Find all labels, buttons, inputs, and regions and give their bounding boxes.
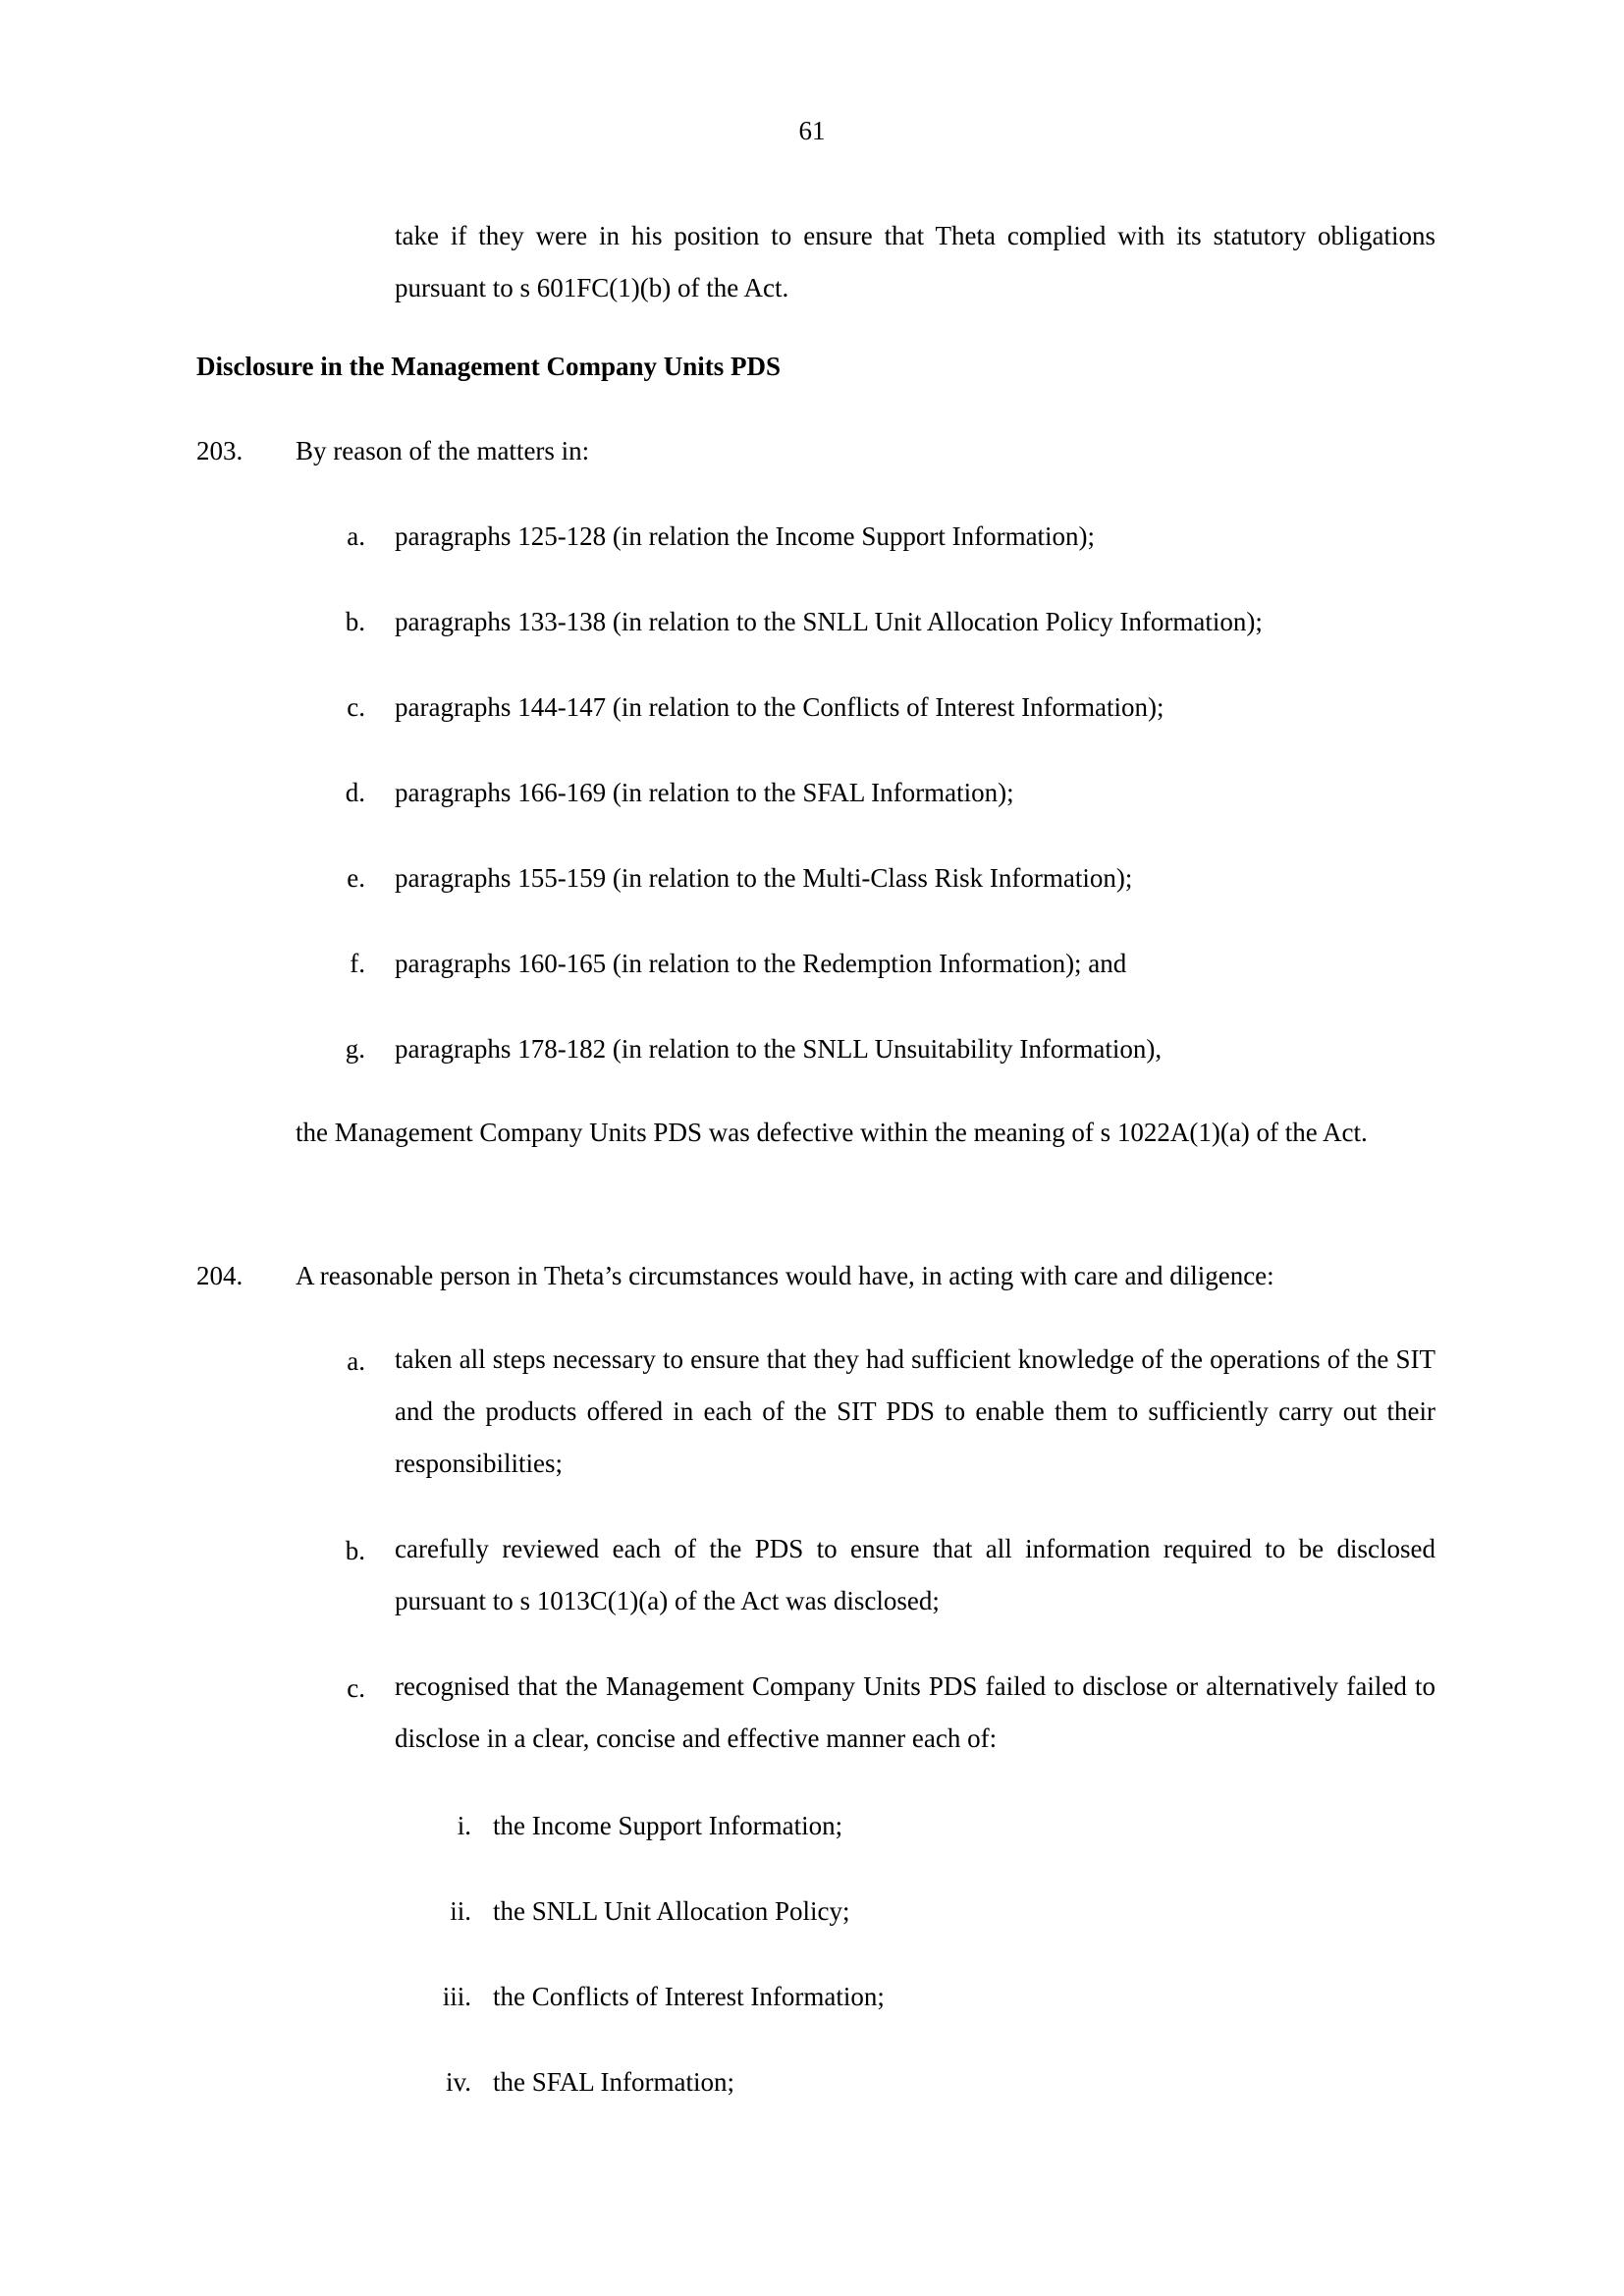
paragraph-203-conclusion: the Management Company Units PDS was defective within the meaning of s 1022A(1)(a) of the Act. bbox=[296, 1118, 1368, 1147]
list-item-marker: e. bbox=[347, 863, 365, 893]
sublist-item-marker: iii. bbox=[442, 1982, 471, 2011]
list-item-marker: a. bbox=[347, 521, 365, 551]
sublist-item-marker: iv. bbox=[446, 2067, 471, 2097]
list-item-marker: c. bbox=[347, 1673, 365, 1703]
sublist-item-text: the SNLL Unit Allocation Policy; bbox=[493, 1896, 850, 1926]
paragraph-number-203: 203. bbox=[196, 436, 244, 465]
list-item-text: paragraphs 155-159 (in relation to the Multi-Class Risk Information); bbox=[395, 863, 1133, 893]
section-heading: Disclosure in the Management Company Units PDS bbox=[196, 352, 782, 381]
list-item-text: paragraphs 133-138 (in relation to the SNLL Unit Allocation Policy Information); bbox=[395, 607, 1263, 636]
continuation-paragraph: take if they were in his position to ensure that Theta complied with its statutory obligations pursuant to s 601FC(1)(b) of the Act. bbox=[395, 221, 1435, 302]
list-item-text: carefully reviewed each of the PDS to ensure that all information required to be disclosed pursuant to s 1013C(1)(a) of the Act was disclosed; bbox=[395, 1534, 1435, 1615]
paragraph-203-intro: By reason of the matters in: bbox=[296, 436, 590, 465]
paragraph-number-204: 204. bbox=[196, 1261, 244, 1290]
paragraph-204-intro: A reasonable person in Theta’s circumstances would have, in acting with care and diligence: bbox=[296, 1261, 1274, 1290]
list-item-text: taken all steps necessary to ensure that they had sufficient knowledge of the operations of the SIT and the products offered in each of the SIT PDS to enable them to sufficiently carry out their responsibilities; bbox=[395, 1344, 1435, 1478]
list-item-marker: c. bbox=[347, 692, 365, 722]
sublist-item-text: the SFAL Information; bbox=[493, 2067, 734, 2097]
list-item-marker: b. bbox=[345, 607, 365, 636]
sublist-item-marker: i. bbox=[457, 1811, 471, 1840]
page-number: 61 bbox=[798, 116, 826, 145]
sublist-item-text: the Conflicts of Interest Information; bbox=[493, 1982, 885, 2011]
list-item-marker: d. bbox=[345, 778, 365, 807]
list-item-text: paragraphs 178-182 (in relation to the SNLL Unsuitability Information), bbox=[395, 1034, 1163, 1064]
sublist-item-marker: ii. bbox=[450, 1896, 471, 1926]
list-item-text: paragraphs 160-165 (in relation to the Redemption Information); and bbox=[395, 949, 1127, 978]
list-item-marker: b. bbox=[345, 1536, 365, 1565]
list-item-text: paragraphs 125-128 (in relation the Income Support Information); bbox=[395, 521, 1096, 551]
list-item-text: paragraphs 166-169 (in relation to the SFAL Information); bbox=[395, 778, 1014, 807]
list-item-marker: f. bbox=[350, 949, 365, 978]
sublist-item-text: the Income Support Information; bbox=[493, 1811, 843, 1840]
list-item-text: paragraphs 144-147 (in relation to the Conflicts of Interest Information); bbox=[395, 692, 1164, 722]
list-item-text: recognised that the Management Company Units PDS failed to disclose or alternatively failed to disclose in a clear, concise and effective manner each of: bbox=[395, 1671, 1435, 1753]
list-item-marker: g. bbox=[345, 1034, 365, 1064]
list-item-marker: a. bbox=[347, 1346, 365, 1376]
